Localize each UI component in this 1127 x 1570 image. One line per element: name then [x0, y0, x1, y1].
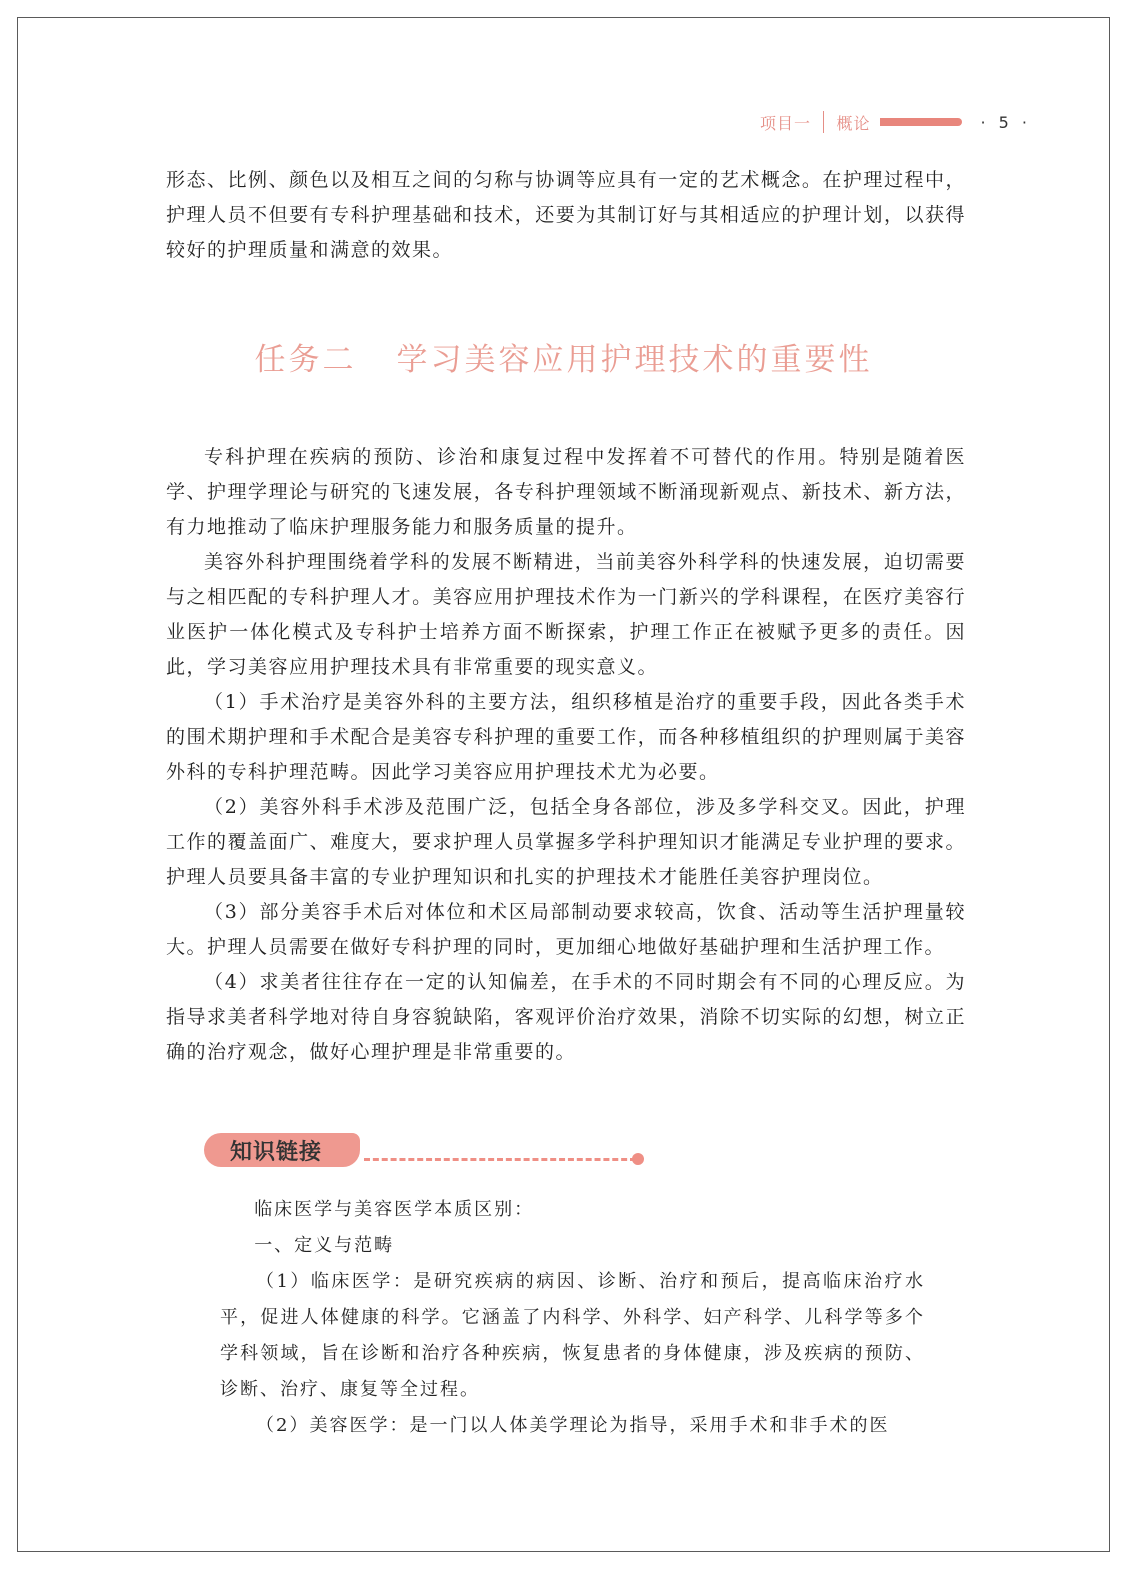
page-number: · 5 ·: [980, 112, 1031, 132]
knowledge-link-content: [220, 1192, 925, 1444]
knowledge-link-banner: [204, 1133, 644, 1173]
running-head-chapter: 概论: [836, 113, 871, 133]
intro-text: [166, 163, 966, 268]
body-paragraph: （2）美容外科手术涉及范围广泛，包括全身各部位，涉及多学科交叉。因此，护理工作的覆盖面广、难度大，要求护理人员掌握多学科护理知识才能满足专业护理的要求。护理人员要具备丰富的专业护理知识和扎实的护理技术才能胜任美容护理岗位。: [166, 796, 966, 888]
body-paragraph: （4）求美者往往存在一定的认知偏差，在手术的不同时期会有不同的心理反应。为指导求美者科学地对待自身容貌缺陷，客观评价治疗效果，消除不切实际的幻想，树立正确的治疗观念，做好心理护理是非常重要的。: [166, 971, 966, 1063]
body-text: [166, 440, 966, 1070]
knowledge-link-line: 一、定义与范畴: [254, 1235, 395, 1256]
knowledge-link-line: （2）美容医学：是一门以人体美学理论为指导，采用手术和非手术的医: [256, 1415, 890, 1436]
knowledge-link-line: 临床医学与美容医学本质区别：: [254, 1199, 535, 1220]
body-paragraph: 专科护理在疾病的预防、诊治和康复过程中发挥着不可替代的作用。特别是随着医学、护理学理论与研究的飞速发展，各专科护理领域不断涌现新观点、新技术、新方法，有力地推动了临床护理服务能力和服务质量的提升。: [166, 446, 966, 538]
intro-paragraph: 形态、比例、颜色以及相互之间的匀称与协调等应具有一定的艺术概念。在护理过程中，护理人员不但要有专科护理基础和技术，还要为其制订好与其相适应的护理计划，以获得较好的护理质量和满意的效果。: [166, 169, 966, 261]
knowledge-link-dashed-line: [364, 1158, 636, 1161]
knowledge-link-title: 知识链接: [230, 1140, 323, 1165]
knowledge-link-dot: [632, 1153, 644, 1165]
running-head-accent-bar: [880, 118, 962, 126]
running-head-divider: [823, 111, 825, 133]
task-heading-title: 学习美容应用护理技术的重要性: [396, 342, 873, 378]
task-heading: [0, 334, 1127, 379]
body-paragraph: （1）手术治疗是美容外科的主要方法，组织移植是治疗的重要手段，因此各类手术的围术期护理和手术配合是美容专科护理的重要工作，而各种移植组织的护理则属于美容外科的专科护理范畴。因此学习美容应用护理技术尤为必要。: [166, 691, 966, 783]
knowledge-link-line: （1）临床医学：是研究疾病的病因、诊断、治疗和预后，提高临床治疗水平，促进人体健康的科学。它涵盖了内科学、外科学、妇产科学、儿科学等多个学科领域，旨在诊断和治疗各种疾病，恢复患者的身体健康，涉及疾病的预防、诊断、治疗、康复等全过程。: [220, 1271, 925, 1400]
running-head-section: 项目一: [759, 113, 811, 133]
running-head: [760, 110, 1031, 134]
body-paragraph: （3）部分美容手术后对体位和术区局部制动要求较高，饮食、活动等生活护理量较大。护理人员需要在做好专科护理的同时，更加细心地做好基础护理和生活护理工作。: [166, 901, 966, 958]
body-paragraph: 美容外科护理围绕着学科的发展不断精进，当前美容外科学科的快速发展，迫切需要与之相匹配的专科护理人才。美容应用护理技术作为一门新兴的学科课程，在医疗美容行业医护一体化模式及专科护士培养方面不断探索，护理工作正在被赋予更多的责任。因此，学习美容应用护理技术具有非常重要的现实意义。: [166, 551, 966, 678]
task-heading-label: 任务二: [254, 342, 357, 378]
